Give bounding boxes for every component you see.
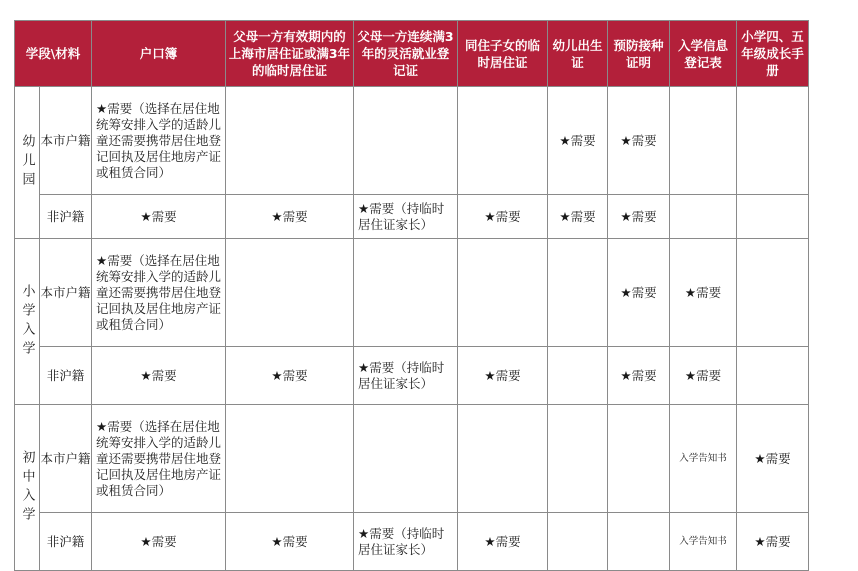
header-birth-certificate: 幼儿出生证 — [548, 21, 608, 87]
cell-need: ★需要 — [548, 87, 608, 195]
cell-need: ★需要 — [92, 347, 226, 405]
header-residence-permit: 父母一方有效期内的上海市居住证或满3年的临时居住证 — [226, 21, 354, 87]
cell-empty — [226, 405, 354, 513]
header-hukou-book: 户口簿 — [92, 21, 226, 87]
cell-need: ★需要 — [608, 87, 670, 195]
stage-kindergarten: 幼儿园 — [15, 87, 40, 239]
table-row — [15, 405, 809, 513]
table-row — [15, 239, 809, 347]
residency-local: 本市户籍 — [40, 87, 92, 195]
cell-empty — [458, 87, 548, 195]
cell-need: ★需要 — [670, 239, 737, 347]
cell-empty — [548, 347, 608, 405]
header-enrollment-form: 入学信息登记表 — [670, 21, 737, 87]
header-growth-handbook: 小学四、五年级成长手册 — [737, 21, 809, 87]
cell-empty — [354, 239, 458, 347]
cell-empty — [670, 87, 737, 195]
cell-empty — [608, 405, 670, 513]
cell-need: ★需要 — [226, 513, 354, 571]
residency-nonlocal: 非沪籍 — [40, 513, 92, 571]
cell-need: ★需要 — [737, 513, 809, 571]
cell-empty — [548, 513, 608, 571]
cell-need: ★需要 — [226, 347, 354, 405]
cell-note: ★需要（持临时居住证家长） — [354, 513, 458, 571]
table-row — [15, 347, 809, 405]
cell-need: ★需要 — [670, 347, 737, 405]
residency-nonlocal: 非沪籍 — [40, 195, 92, 239]
table-row — [15, 513, 809, 571]
cell-need: ★需要 — [608, 195, 670, 239]
residency-nonlocal: 非沪籍 — [40, 347, 92, 405]
stage-primary: 小学入学 — [15, 239, 40, 405]
residency-local: 本市户籍 — [40, 239, 92, 347]
cell-need: ★需要 — [737, 405, 809, 513]
cell-need: ★需要 — [608, 239, 670, 347]
cell-empty — [458, 405, 548, 513]
cell-empty — [670, 195, 737, 239]
cell-empty — [458, 239, 548, 347]
cell-need: ★需要 — [226, 195, 354, 239]
table-row — [15, 87, 809, 195]
cell-need: ★需要 — [458, 347, 548, 405]
cell-empty — [548, 405, 608, 513]
cell-need: ★需要 — [458, 513, 548, 571]
header-stage-material: 学段\材料 — [15, 21, 92, 87]
cell-note: ★需要（选择在居住地统筹安排入学的适龄儿童还需要携带居住地登记回执及居住地房产证或租赁合同） — [92, 239, 226, 347]
table-row — [15, 195, 809, 239]
residency-local: 本市户籍 — [40, 405, 92, 513]
cell-empty — [737, 239, 809, 347]
cell-empty — [737, 195, 809, 239]
cell-note: ★需要（持临时居住证家长） — [354, 347, 458, 405]
cell-empty — [226, 239, 354, 347]
header-flexible-employment: 父母一方连续满3年的灵活就业登记证 — [354, 21, 458, 87]
header-row — [15, 21, 809, 87]
cell-note: ★需要（持临时居住证家长） — [354, 195, 458, 239]
cell-notice: 入学告知书 — [670, 405, 737, 513]
cell-need: ★需要 — [92, 195, 226, 239]
cell-empty — [548, 239, 608, 347]
cell-note: ★需要（选择在居住地统筹安排入学的适龄儿童还需要携带居住地登记回执及居住地房产证或租赁合同） — [92, 87, 226, 195]
cell-note: ★需要（选择在居住地统筹安排入学的适龄儿童还需要携带居住地登记回执及居住地房产证或租赁合同） — [92, 405, 226, 513]
stage-junior-high: 初中入学 — [15, 405, 40, 571]
header-vaccination-record: 预防接种证明 — [608, 21, 670, 87]
cell-empty — [226, 87, 354, 195]
cell-empty — [737, 347, 809, 405]
cell-notice: 入学告知书 — [670, 513, 737, 571]
cell-need: ★需要 — [458, 195, 548, 239]
header-child-temp-permit: 同住子女的临时居住证 — [458, 21, 548, 87]
cell-empty — [608, 513, 670, 571]
cell-need: ★需要 — [548, 195, 608, 239]
cell-empty — [737, 87, 809, 195]
cell-empty — [354, 405, 458, 513]
admission-materials-table — [14, 20, 809, 571]
cell-empty — [354, 87, 458, 195]
cell-need: ★需要 — [608, 347, 670, 405]
cell-need: ★需要 — [92, 513, 226, 571]
